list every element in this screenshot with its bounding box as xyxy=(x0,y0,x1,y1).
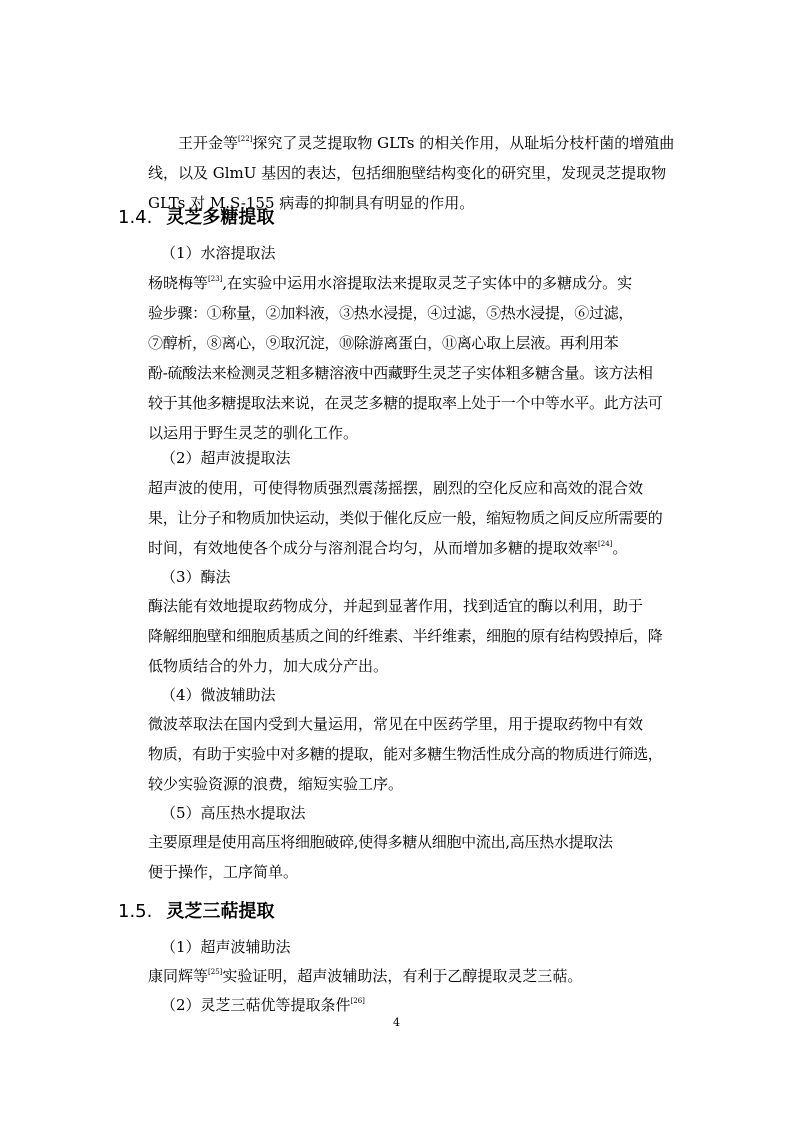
paragraph-line: 较少实验资源的浪费，缩短实验工序。 xyxy=(148,775,404,793)
text-run: 实验证明，超声波辅助法，有利于乙醇提取灵芝三萜。 xyxy=(222,967,583,985)
paragraph-yang-xiaomei xyxy=(148,268,675,448)
subheading-microwave-assisted: （4）微波辅助法 xyxy=(161,686,276,704)
subheading-water-extraction: （1）水溶提取法 xyxy=(161,244,276,262)
paragraph-line: 超声波的使用，可使得物质强烈震荡摇摆，剧烈的空化反应和高效的混合效 xyxy=(148,479,644,497)
paragraph-line: 低物质结合的外力，加大成分产出。 xyxy=(148,657,389,675)
paragraph-line: 降解细胞壁和细胞质基质之间的纤维素、半纤维素，细胞的原有结构毁掉后，降 xyxy=(148,627,663,645)
paragraph-line: 酚-硫酸法来检测灵芝粗多糖溶液中西藏野生灵芝子实体粗多糖含量。该方法相 xyxy=(148,364,653,382)
citation-ref: [22] xyxy=(238,135,253,143)
citation-ref: [26] xyxy=(350,997,365,1005)
paragraph-ultrasonic xyxy=(148,473,675,563)
paragraph-line xyxy=(148,268,675,298)
paragraph-line: 主要原理是使用高压将细胞破碎,使得多糖从细胞中流出,高压热水提取法 xyxy=(148,833,613,851)
paragraph-line: GLTs 对 M.S-155 病毒的抑制具有明显的作用。 xyxy=(148,194,475,212)
paragraph-microwave xyxy=(148,709,675,799)
text-run: 时间，有效地使各个成分与溶剂混合均匀，从而增加多糖的提取效率 xyxy=(148,539,599,557)
text-run: 王开金等 xyxy=(178,134,239,152)
page-number: 4 xyxy=(393,1016,400,1029)
citation-ref: [25] xyxy=(208,968,223,976)
paragraph-line: 便于操作，工序简单。 xyxy=(148,863,299,881)
subheading-enzyme-method: （3）酶法 xyxy=(161,568,231,586)
section-number: 1.4. xyxy=(118,207,153,228)
subheading-ultrasonic-extraction: （2）超声波提取法 xyxy=(161,449,291,467)
section-title: 灵芝三萜提取 xyxy=(166,901,275,922)
paragraph-line: 酶法能有效地提取药物成分，并起到显著作用，找到适宜的酶以利用，助于 xyxy=(148,597,644,615)
paragraph-line: 较于其他多糖提取法来说，在灵芝多糖的提取率上处于一个中等水平。此方法可 xyxy=(148,394,663,412)
paragraph-line: 线，以及 GlmU 基因的表达，包括细胞壁结构变化的研究里，发现灵芝提取物 xyxy=(148,164,667,182)
paragraph-kang-tonghui xyxy=(148,961,675,991)
paragraph-line: 微波萃取法在国内受到大量运用，常见在中医药学里，用于提取药物中有效 xyxy=(148,715,644,733)
subheading-ultrasonic-assisted: （1）超声波辅助法 xyxy=(161,938,291,956)
paragraph-line: 果，让分子和物质加快运动，类似于催化反应一般，缩短物质之间反应所需要的 xyxy=(148,509,663,527)
section-heading-1-5 xyxy=(118,897,274,923)
paragraph-enzyme xyxy=(148,591,675,681)
text-run: （2）灵芝三萜优等提取条件 xyxy=(161,996,351,1014)
text-run: 探究了灵芝提取物 GLTs 的相关作用，从耻垢分枝杆菌的增殖曲 xyxy=(252,134,675,152)
text-run: 康同辉等 xyxy=(148,967,209,985)
paragraph-line: 物质，有助于实验中对多糖的提取，能对多糖生物活性成分高的物质进行筛选， xyxy=(148,745,663,763)
paragraph-line xyxy=(148,128,675,158)
section-title: 灵芝多糖提取 xyxy=(166,207,275,228)
paragraph-line: ⑦醇析，⑧离心，⑨取沉淀，⑩除游离蛋白，⑪离心取上层液。再利用苯 xyxy=(148,334,619,352)
paragraph-line: 验步骤：①称量，②加料液，③热水浸提，④过滤，⑤热水浸提，⑥过滤， xyxy=(148,304,634,322)
section-heading-1-4 xyxy=(118,203,274,229)
citation-ref: [23] xyxy=(208,275,223,283)
subheading-high-pressure-hot-water: （5）高压热水提取法 xyxy=(161,804,306,822)
section-number: 1.5. xyxy=(118,901,153,922)
text-run: ,在实验中运用水溶提取法来提取灵芝子实体中的多糖成分。实 xyxy=(222,274,633,292)
paragraph-line xyxy=(148,533,675,563)
paragraph-line xyxy=(148,961,675,991)
citation-ref: [24] xyxy=(598,540,613,548)
paragraph-line: 以运用于野生灵芝的驯化工作。 xyxy=(148,424,359,442)
paragraph-high-pressure xyxy=(148,827,675,887)
text-run: 。 xyxy=(612,539,628,557)
text-run: 杨晓梅等 xyxy=(148,274,209,292)
